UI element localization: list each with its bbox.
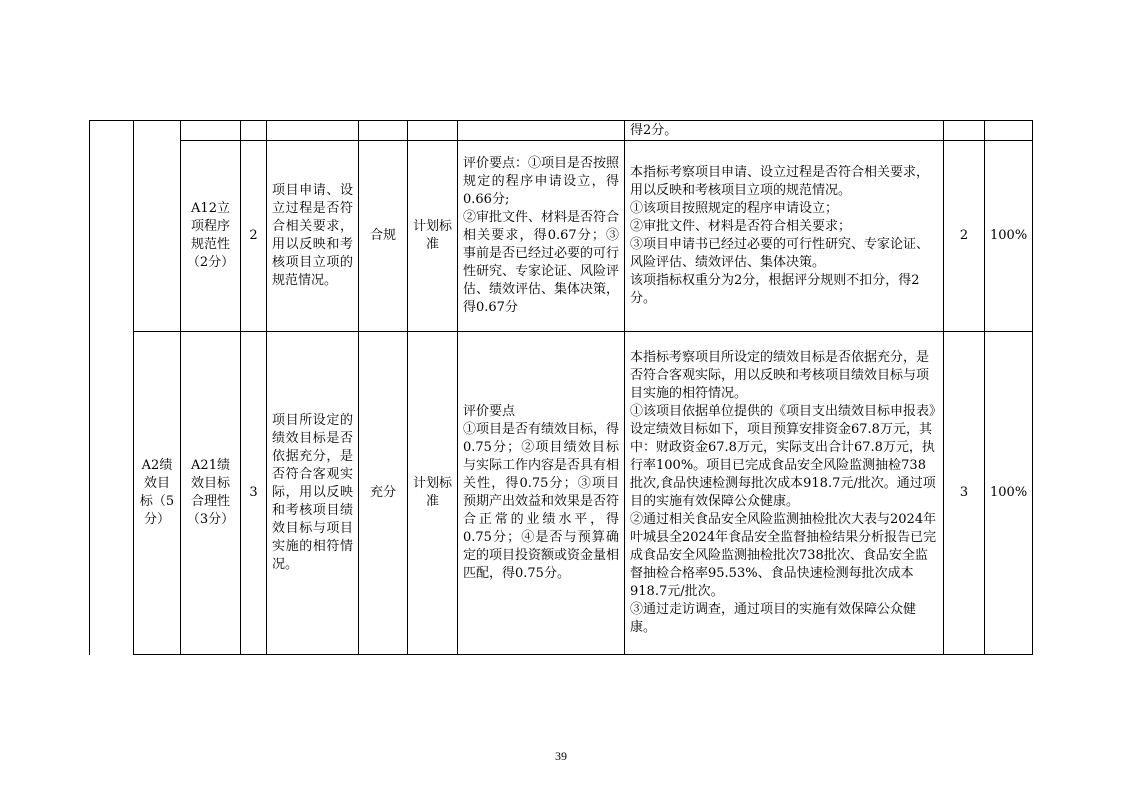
level1-cell [90, 121, 134, 655]
weight-cell: 2 [241, 141, 267, 332]
standard-cell: 计划标准 [408, 141, 458, 332]
criteria-cell: 评价要点：①项目是否按照规定的程序申请设立，得0.66分; ②审批文件、材料是否符合相关要求，得0.67分；③事前是否已经过必要的可行性研究、专家论证、风险评估、绩效评估、集体决策，得0.67分 [458, 141, 625, 332]
category-cell [359, 121, 408, 141]
table-row [90, 332, 1033, 655]
weight-cell: 3 [241, 332, 267, 655]
standard-cell [408, 121, 458, 141]
explanation-cell: 项目所设定的绩效目标是否依据充分，是否符合客观实际，用以反映和考核项目绩效目标与项目实施的相符情况。 [267, 332, 359, 655]
level3-cell: A21绩效目标合理性（3分） [181, 332, 241, 655]
rate-cell: 100% [985, 332, 1033, 655]
evaluation-table [89, 120, 1033, 655]
basis-cell: 本指标考察项目所设定的绩效目标是否依据充分，是否符合客观实际，用以反映和考核项目绩效目标与项目实施的相符情况。 ①该项目依据单位提供的《项目支出绩效目标申报表》设定绩效目标如下，项目预算安排资金67.8万元，其中：财政资金67.8万元，实际支出合计67.8万元，执行率100%。项目已完成食品安全风险监测抽检738批次,食品快速检测每批次成本918.7元/批次。通过项目的实施有效保障公众健康。 ②通过相关食品安全风险监测抽检批次大表与2024年叶城县全2024年食品安全监督抽检结果分析报告已完成食品安全风险监测抽检批次738批次、食品安全监督抽检合格率95.53%、食品快速检测每批次成本918.7元/批次。 ③通过走访调查，通过项目的实施有效保障公众健康。 [625, 332, 944, 655]
category-cell: 合规 [359, 141, 408, 332]
level2-cell: A2绩效目标（5分） [134, 332, 181, 655]
score-cell [944, 121, 985, 141]
rate-cell [985, 121, 1033, 141]
explanation-cell: 项目申请、设立过程是否符合相关要求，用以反映和考核项目立项的规范情况。 [267, 141, 359, 332]
level3-cell [181, 121, 241, 141]
score-cell: 2 [944, 141, 985, 332]
level2-cell [134, 121, 181, 332]
score-cell: 3 [944, 332, 985, 655]
category-cell: 充分 [359, 332, 408, 655]
basis-cell: 得2分。 [625, 121, 944, 141]
criteria-cell: 评价要点 ①项目是否有绩效目标，得0.75分；②项目绩效目标与实际工作内容是否具有相关性，得0.75分；③项目预期产出效益和效果是否符合正常的业绩水平，得0.75分；④是否与预算确定的项目投资额或资金量相匹配，得0.75分。 [458, 332, 625, 655]
standard-cell: 计划标准 [408, 332, 458, 655]
table-row [90, 141, 1033, 332]
basis-cell: 本指标考察项目申请、设立过程是否符合相关要求，用以反映和考核项目立项的规范情况。 ①该项目按照规定的程序申请设立； ②审批文件、材料是否符合相关要求； ③项目申请书已经过必要的可行性研究、专家论证、风险评估、绩效评估、集体决策。 该项指标权重分为2分，根据评分规则不扣分，得2分。 [625, 141, 944, 332]
weight-cell [241, 121, 267, 141]
rate-cell: 100% [985, 141, 1033, 332]
level3-cell: A12立项程序规范性（2分） [181, 141, 241, 332]
criteria-cell [458, 121, 625, 141]
page-number: 39 [555, 749, 567, 763]
explanation-cell [267, 121, 359, 141]
table-row [90, 121, 1033, 141]
